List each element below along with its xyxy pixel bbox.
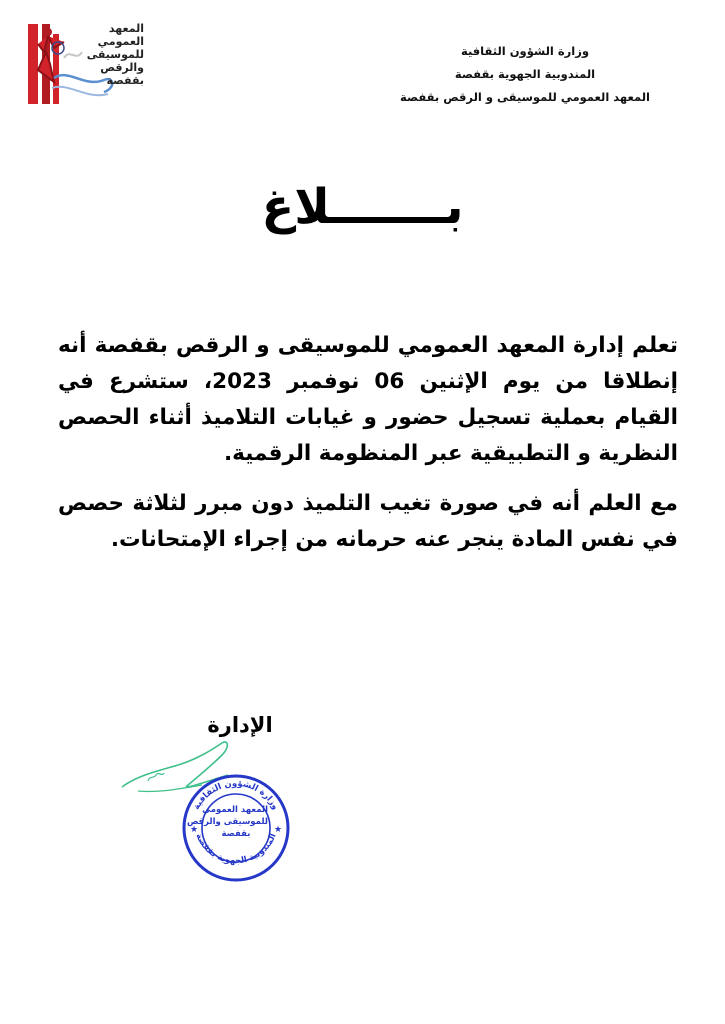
stamp-ring-top-text: وزارة الشؤون الثقافية <box>191 778 281 812</box>
logo-line-5: بقفصة <box>106 74 144 87</box>
official-stamp <box>180 772 292 884</box>
stamp-center-line-3: بقفصة <box>221 829 251 839</box>
logo-line-2: العمومي <box>97 35 144 48</box>
svg-text:★: ★ <box>190 825 199 835</box>
institute-logo <box>24 18 144 110</box>
delegation-name: المندوبية الجهوية بقفصة <box>454 67 596 81</box>
logo-line-4: والرقص <box>100 61 144 74</box>
announcement-body <box>58 328 678 572</box>
letterhead <box>365 40 685 109</box>
signature-label: الإدارة <box>207 713 273 737</box>
logo-caption <box>86 22 144 87</box>
svg-text:★: ★ <box>274 825 283 835</box>
stamp-center-line-1: المعهد العمومي <box>202 805 268 815</box>
stamp-ring-bottom-text: المندوبية الجهوية بقفصة <box>193 832 279 867</box>
stamp-center-line-2: للموسيقى والرقص <box>186 817 268 827</box>
ministry-name: وزارة الشؤون الثقافية <box>460 44 589 58</box>
announcement-paragraph-1: تعلم إدارة المعهد العمومي للموسيقى و الرقص بقفصة أنه إنطلاقا من يوم الإثنين 06 نوفمبر 2023، ستشرع في القيام بعملية تسجيل حضور و غيابات التلاميذ أثناء الحصص النظرية و التطبيقية عبر المنظومة الرقمية. <box>58 333 679 466</box>
logo-line-3: للموسيقى <box>86 48 144 61</box>
stamp-center <box>186 804 268 840</box>
announcement-paragraph-2: مع العلم أنه في صورة تغيب التلميذ دون مبرر لثلاثة حصص في نفس المادة ينجر عنه حرمانه من إجراء الإمتحانات. <box>58 491 678 552</box>
logo-line-1: المعهد <box>108 22 144 35</box>
institute-name: المعهد العمومي للموسيقى و الرقص بقفصة <box>400 90 650 104</box>
page-title: بـــــــلاغ <box>261 179 464 235</box>
